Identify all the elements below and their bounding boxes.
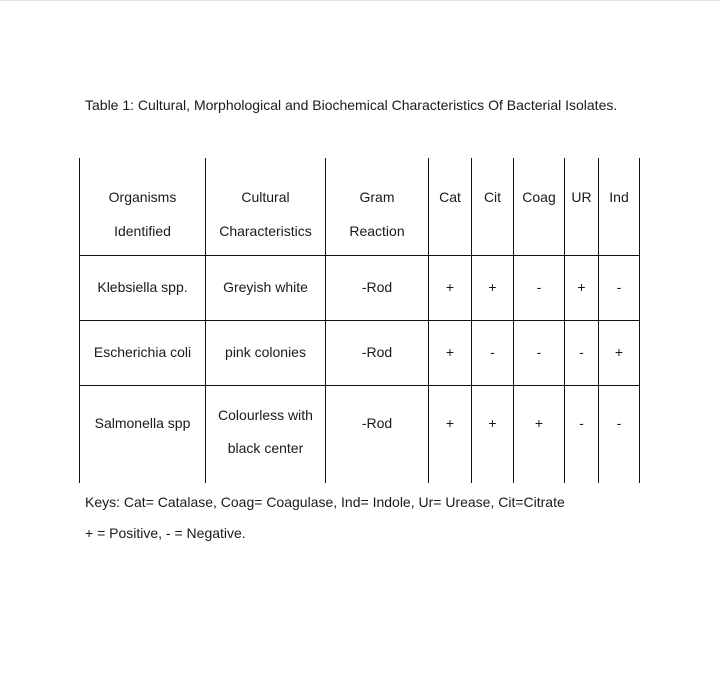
table-header-row	[80, 158, 640, 256]
top-border-line	[0, 0, 720, 1]
cell-gram: -Rod	[326, 321, 429, 386]
cell-coag: -	[514, 256, 565, 321]
cell-cit: -	[472, 321, 514, 386]
cell-ind: +	[599, 321, 640, 386]
header-cultural: Cultural Characteristics	[206, 158, 326, 256]
table-caption: Table 1: Cultural, Morphological and Biochemical Characteristics Of Bacterial Isolates.	[85, 97, 618, 113]
table-row	[80, 256, 640, 321]
cell-cultural: pink colonies	[206, 321, 326, 386]
cell-cit: +	[472, 386, 514, 484]
cell-organism: Klebsiella spp.	[80, 256, 206, 321]
characteristics-table	[79, 158, 640, 483]
cell-ind: -	[599, 256, 640, 321]
header-ur: UR	[565, 158, 599, 256]
cell-organism: Escherichia coli	[80, 321, 206, 386]
header-ind: Ind	[599, 158, 640, 256]
cell-ur: +	[565, 256, 599, 321]
header-coag: Coag	[514, 158, 565, 256]
cell-cultural: Colourless with black center	[206, 386, 326, 484]
keys-legend: Keys: Cat= Catalase, Coag= Coagulase, Ind= Indole, Ur= Urease, Cit=Citrate	[85, 494, 565, 510]
cell-cultural: Greyish white	[206, 256, 326, 321]
cell-gram: -Rod	[326, 256, 429, 321]
cell-ur: -	[565, 321, 599, 386]
cell-cit: +	[472, 256, 514, 321]
cell-ind: -	[599, 386, 640, 484]
header-gram: Gram Reaction	[326, 158, 429, 256]
cell-coag: -	[514, 321, 565, 386]
cell-coag: +	[514, 386, 565, 484]
cell-organism: Salmonella spp	[80, 386, 206, 484]
header-cat: Cat	[429, 158, 472, 256]
header-cit: Cit	[472, 158, 514, 256]
table-row	[80, 386, 640, 484]
header-organisms: Organisms Identified	[80, 158, 206, 256]
signs-legend: + = Positive, - = Negative.	[85, 525, 246, 541]
cell-cat: +	[429, 256, 472, 321]
cell-cat: +	[429, 386, 472, 484]
cell-ur: -	[565, 386, 599, 484]
cell-gram: -Rod	[326, 386, 429, 484]
cell-cat: +	[429, 321, 472, 386]
table-row	[80, 321, 640, 386]
